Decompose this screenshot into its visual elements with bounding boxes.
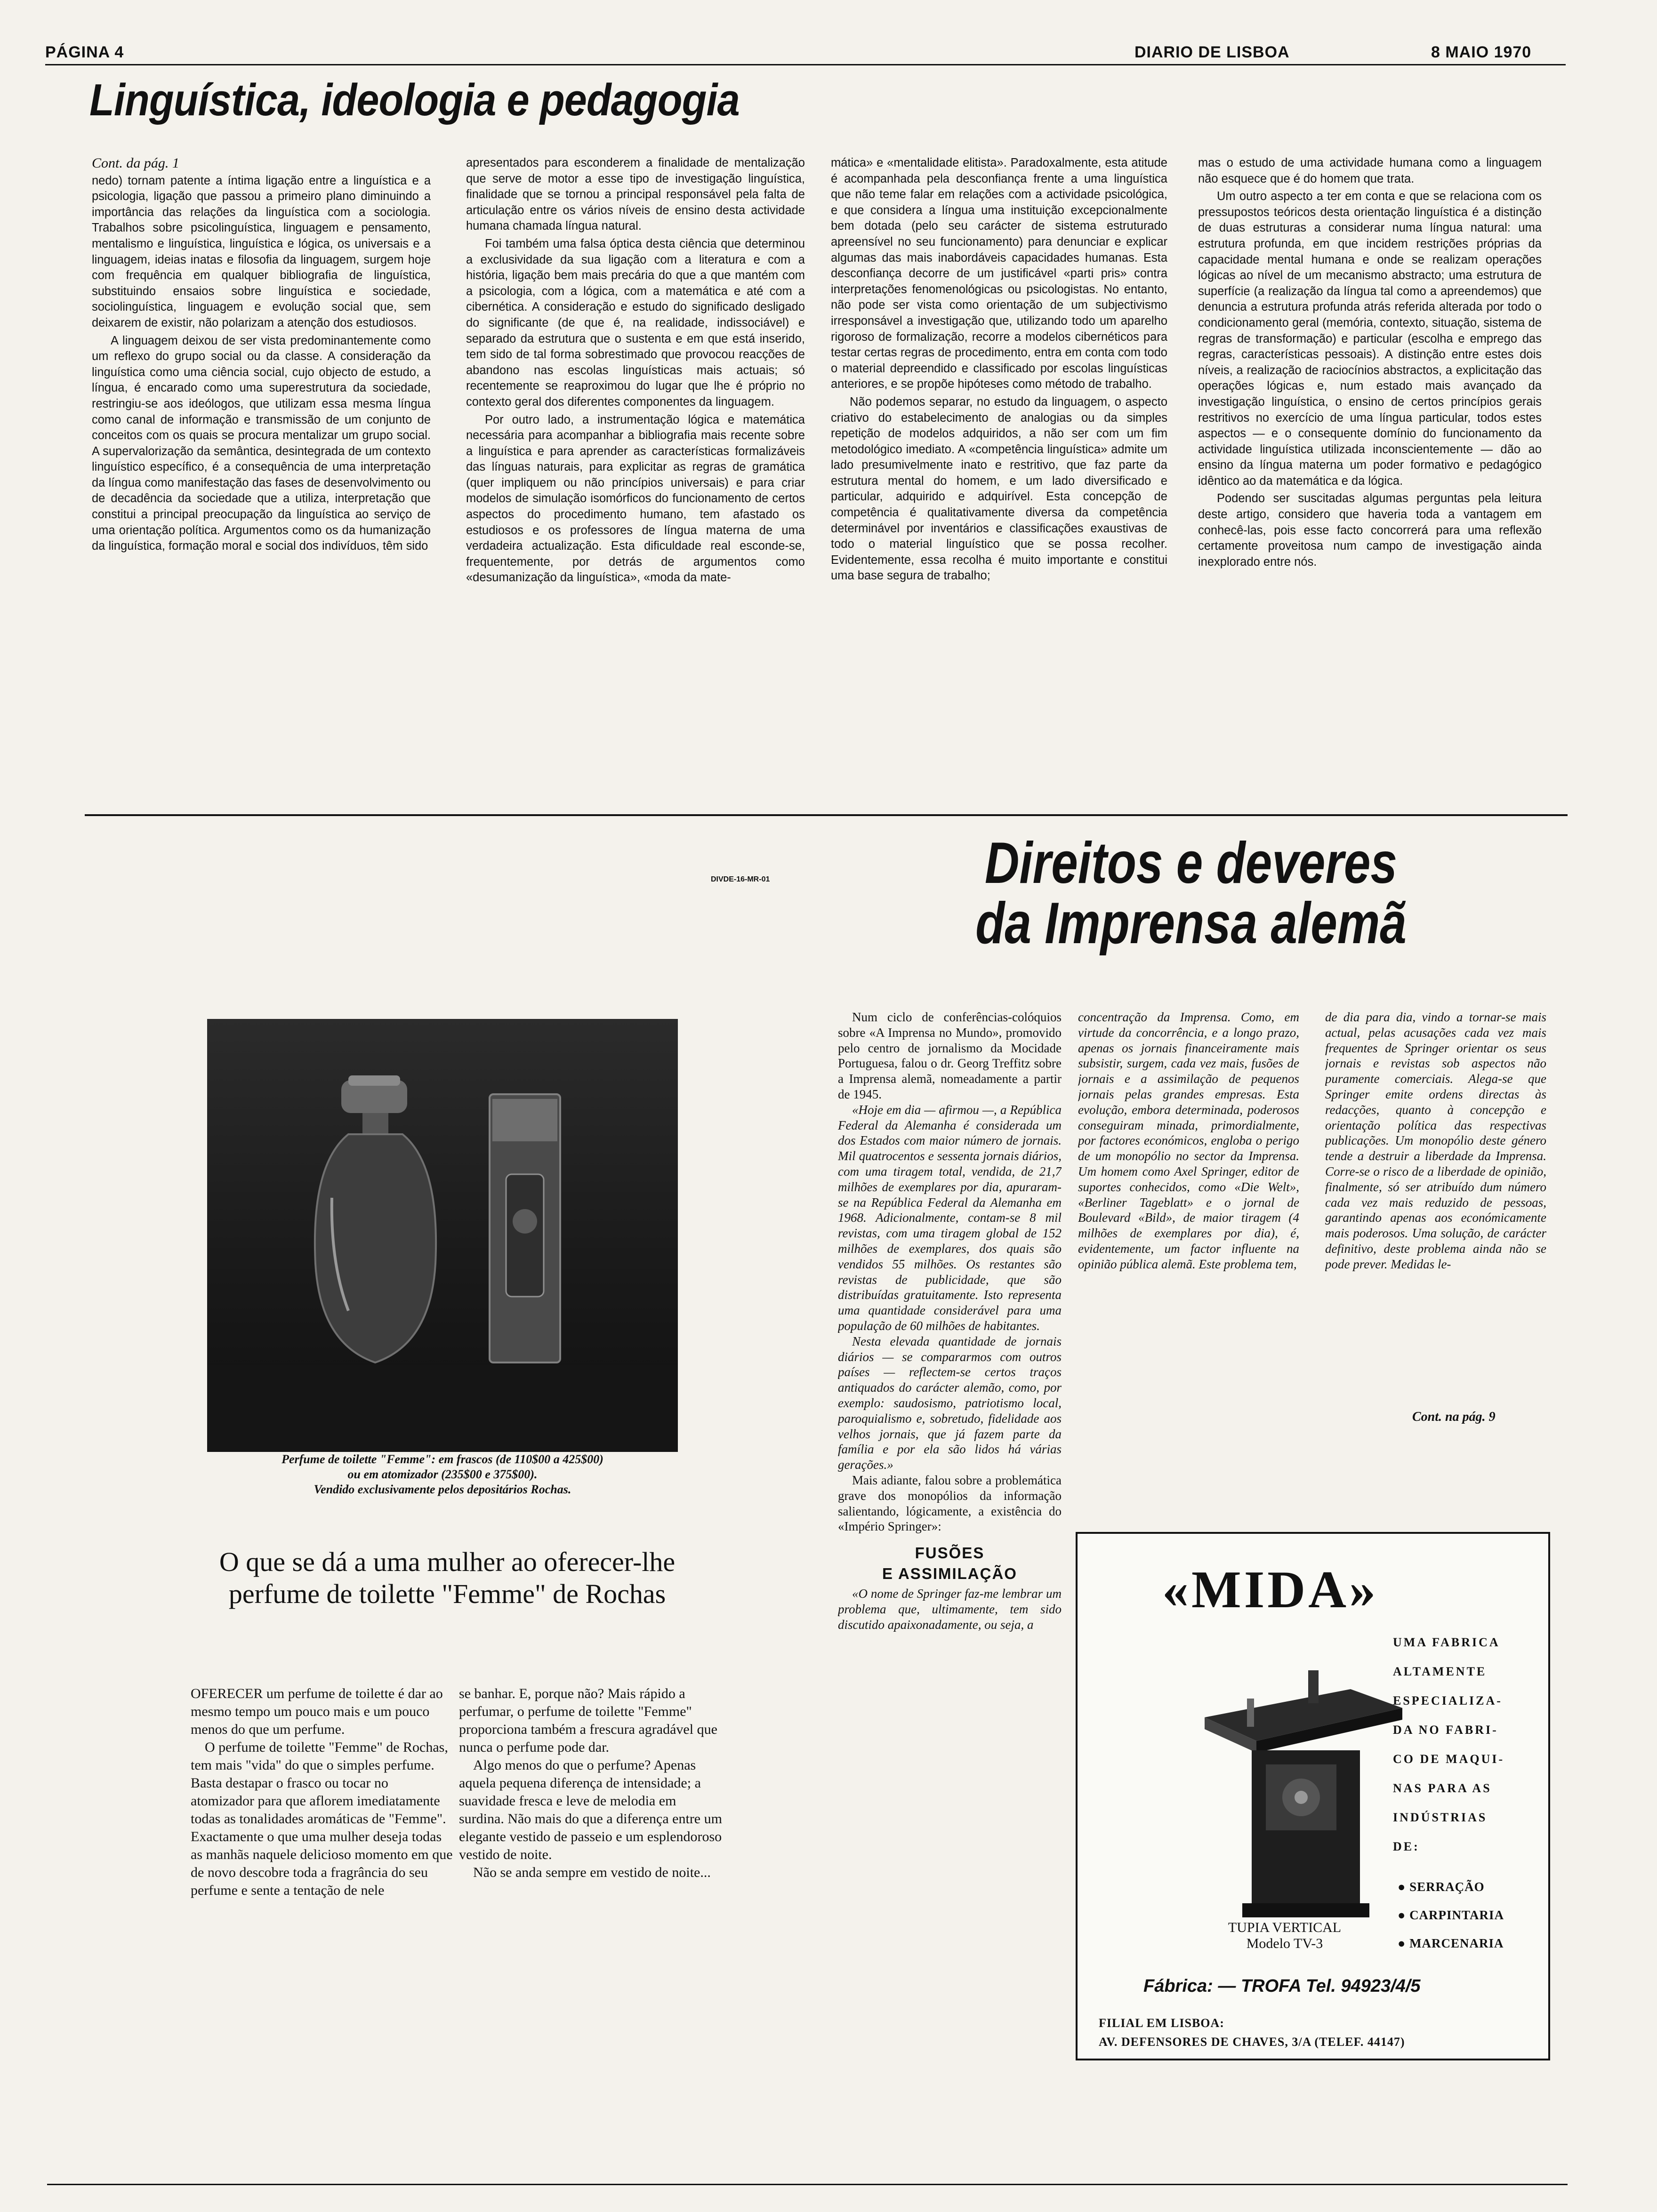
paragraph: Um outro aspecto a ter em conta e que se relaciona com os pressupostos teóricos desta orientação linguística é a distinção de duas estruturas a considerar numa língua natural: uma estrutura profunda, em que incidem restrições próprias da capacidade mental humana e onde se realizam operações lógicas ao nível de um mecanismo abstracto; uma estrutura de superfície (a realização da língua tal como a apreendemos) que denuncia a estrutura profunda atrás referida alterada por todo o condicionamento geral (memória, contexto, situação, sistema de regras de transformação) e particular (escolha e emprego das regras, características pessoais). A distinção entre estes dois níveis, a realização de raciocínios abstractos, a explicitação das operações lógicas e, num estado mais avançado da investigação linguística, o ensino de certos princípios gerais restritivos no exercício de uma língua particular, todos estes aspectos — e o consequente domínio do funcionamento da actividade linguística utilizada inconscientemente — dão ao ensino da língua materna um poder formativo e pedagógico idêntico ao da matemática e da lógica.	[1198, 190, 1542, 488]
paragraph: Não se anda sempre em vestido de noite...	[473, 1865, 711, 1880]
paragraph: se banhar. E, porque não? Mais rápido a perfumar, o perfume de toilette "Femme" proporciona também a frescura agradável que nunca o perfume pode dar.	[459, 1686, 717, 1755]
paragraph: A linguagem deixou de ser vista predominantemente como um reflexo do grupo social ou da classe. A consideração da linguística como uma ciência social, cujo objecto de estudo, a língua, é encarado como uma superestrutura da sociedade, restringiu-se aos ideólogos, que utilizam essa mesma língua como canal de informação e transmissão de um conjunto de conceitos com os quais se procura mentalizar um grupo social. A supervalorização da semântica, desintegrada de um contexto linguístico específico, é a consequência de uma interpretação da língua como manifestação das fases de desenvolvimento ou de decadência da sociedade que a utiliza, interpretação que constitui a principal preocupação da linguística ao serviço de uma orientação política. Argumentos como os da humanização da linguística, formação moral e social dos indivíduos, têm sido	[92, 334, 431, 553]
photo-stamp: DIVDE-16-MR-01	[711, 875, 770, 883]
headline-line: perfume de toilette "Femme" de Rochas	[228, 1579, 666, 1609]
paragraph: Mais adiante, falou sobre a problemática grave dos monopólios da informação salientando, lógicamente, a existência do «Império Springer»:	[838, 1473, 1062, 1534]
perfume-bottles-illustration	[207, 1019, 678, 1452]
factory-contact: Fábrica: — TROFA Tel. 94923/4/5	[1143, 1976, 1421, 1996]
photo-caption	[179, 1452, 706, 1497]
subhead-line: FUSÕES	[915, 1544, 985, 1562]
caption-line: Vendido exclusivamente pelos depositários Rochas.	[314, 1483, 571, 1496]
paragraph: mas o estudo de uma actividade humana como a linguagem não esquece que é do homem que trata.	[1198, 156, 1542, 185]
machine-icon	[1195, 1656, 1410, 1924]
perfume-headline	[141, 1546, 753, 1610]
ad-line: INDÚSTRIAS	[1393, 1811, 1488, 1824]
ad-sector-item: ● MARCENARIA	[1398, 1936, 1504, 1950]
machine-model-line: Modelo TV-3	[1246, 1936, 1323, 1951]
paragraph: O perfume de toilette "Femme" de Rochas, tem mais "vida" do que o simples perfume. Basta destapar o frasco ou tocar no atomizador para que aflorem imediatamente todas as tonalidades aromáticas de "Femme". Exactamente o que uma mulher deseja todas as manhãs naquele delicioso momento em que de novo descobre toda a fragrância do seu perfume e sente a tentação de nele	[191, 1739, 453, 1898]
paragraph: Por outro lado, a instrumentação lógica e matemática necessária para acompanhar a bibliografia mais recente sobre a linguística e para aprender as características formalizáveis das línguas naturais, para explicitar as regras de gramática (quer impliquem ou não princípios universais) e para criar modelos de simulação isomórficos do funcionamento de certos aspectos do procedimento humano, tem afastado os estudiosos e os professores de língua materna de uma verdadeira actualização. Esta dificuldade real esconde-se, frequentemente, por detrás de argumentos como «desumanização da linguística», «moda da mate-	[466, 413, 805, 585]
ad-line: DE:	[1393, 1840, 1420, 1853]
cont-label: Cont. da pág. 1	[92, 155, 179, 171]
footer-rule	[47, 2184, 1568, 2185]
filial-label: FILIAL EM LISBOA:	[1099, 2016, 1224, 2030]
page-label: PÁGINA 4	[45, 43, 124, 61]
subhead-line: E ASSIMILAÇÃO	[882, 1565, 1017, 1583]
paragraph: Foi também uma falsa óptica desta ciência que determinou a exclusividade da sua ligação com a literatura e com a história, ligação bem mais precária do que a que mantém com a psicologia, com a lógica, com a matemática e até com a cibernética. A consideração e estudo do significado desligado do significante (de que é, na realidade, indissociável) e separado da estrutura que o sustenta e em que está inserido, tem sido de tal forma sobrestimado que provocou reacções de abandono nas escolas linguísticas mais actuais; só recentemente se reaproximou do lugar que lhe é próprio no contexto geral dos diferentes componentes da linguagem.	[466, 237, 805, 409]
section-rule	[85, 814, 1568, 816]
continued-label: Cont. na pág. 9	[1412, 1410, 1496, 1424]
paragraph: Não podemos separar, no estudo da linguagem, o aspecto criativo do estabelecimento de analogias ou da simples repetição de modelos adquiridos, a não ser com um fim metodológico imediato. A «competência linguística» admite um lado presumivelmente inato e restritivo, que faz parte da estrutura mental do homem, e um lado diversificado e particular, adquirido e adquirível. Esta concepção de competência é qualitativamente diversa da competência determinável por inventários e classificações exaustivas de todo o material linguístico que se possa recolher. Evidentemente, essa recolha é muito importante e constitui uma base segura de trabalho;	[831, 395, 1167, 583]
subhead	[838, 1543, 1062, 1584]
ad-sector-item: ● CARPINTARIA	[1398, 1908, 1504, 1922]
paragraph: de dia para dia, vindo a tornar-se mais actual, pelas acusações cada vez mais frequentes de Springer orientar os seus jornais e revistas sob aspectos não puramente comerciais. Alega-se que Springer emite ordens directas às redacções, quanto à concepção e orientação política das respectivas publicações. Um monopólio deste género tende a destruir a liberdade da Imprensa. Corre-se o risco de a liberdade de opinião, finalmente, só ser atribuído dum número cada vez mais reduzido de pessoas, garantindo apenas aos económicamente mais poderosos. Uma solução, de carácter definitivo, deste problema ainda não se pode prever. Medidas le-	[1325, 1010, 1546, 1271]
atomizer-icon	[490, 1094, 560, 1362]
title-line: Direitos e deveres	[984, 831, 1398, 896]
linguistica-col-3	[831, 155, 1167, 805]
ad-line: UMA FABRICA	[1393, 1635, 1500, 1649]
ad-sectors	[1398, 1873, 1539, 1957]
article-title-imprensa	[894, 833, 1488, 954]
header-rule	[45, 64, 1566, 65]
mida-advertisement	[1076, 1532, 1550, 2060]
ad-line: DA NO FABRI-	[1393, 1723, 1498, 1737]
bullet-icon: ●	[1398, 1936, 1410, 1950]
perfume-col-2	[459, 1685, 723, 1948]
paragraph: «Hoje em dia — afirmou —, a República Federal da Alemanha é considerada um dos Estados com maior número de jornais. Mil quatrocentos e sessenta jornais diários, com uma tiragem total, vendida, de 21,7 milhões de exemplares por dia, apuraram-se na República Federal da Alemanha em 1968. Adicionalmente, contam-se 8 mil revistas, com uma tiragem global de 152 milhões de exemplares, dos quais são vendidos 55 milhões. Os restantes são revistas de publicidade, que são distribuídas gratuitamente. Isto representa uma quantidade considerável para uma população de 60 milhões de habitantes.	[838, 1102, 1062, 1333]
newspaper-name: DIARIO DE LISBOA	[1134, 43, 1290, 61]
paragraph: OFERECER um perfume de toilette é dar ao mesmo tempo um pouco mais e um pouco menos do que um perfume.	[191, 1686, 443, 1737]
paragraph: Algo menos do que o perfume? Apenas aquela pequena diferença de intensidade; a suavidade fresca e leve de melodia em surdina. Não mais do que a diferença entre um elegante vestido de passeio e um esplendoroso vestido de noite.	[459, 1757, 722, 1862]
perfume-col-1	[191, 1685, 454, 1948]
linguistica-col-2	[466, 155, 805, 805]
paragraph: apresentados para esconderem a finalidade de mentalização que serve de motor a esse tipo de investigação linguística, finalidade que se tornou a principal responsável pela falta de articulação entre os vários níveis de ensino desta actividade humana chamada língua natural.	[466, 156, 805, 233]
filial-address: AV. DEFENSORES DE CHAVES, 3/A (TELEF. 44147)	[1099, 2035, 1405, 2049]
paragraph: Nesta elevada quantidade de jornais diários — se compararmos com outros países — reflectem-se certos traços antiquados do carácter alemão, como, por exemplo: saudosismo, patriotismo local, paroquialismo e, sobretudo, fidelidade aos velhos jornais, que já fazem parte da família e por ela são lidos há várias gerações.»	[838, 1334, 1062, 1472]
paragraph: Podendo ser suscitadas algumas perguntas pela leitura deste artigo, considero que haveria toda a vantagem em conhecê-las, pois esse facto concorrerá para uma reflexão certamente proveitosa num campo de investigação ainda inexplorado entre nós.	[1198, 492, 1542, 569]
ad-sector-item: ● SERRAÇÃO	[1398, 1880, 1485, 1894]
bullet-icon: ●	[1398, 1908, 1410, 1922]
ad-brand: «MIDA»	[1162, 1561, 1379, 1619]
article-title-linguistica: Linguística, ideologia e pedagogia	[89, 75, 740, 125]
bottle-icon	[315, 1075, 436, 1362]
title-line: da Imprensa alemã	[975, 891, 1407, 956]
ad-line: ESPECIALIZA-	[1393, 1694, 1503, 1707]
ad-description	[1393, 1628, 1534, 1861]
linguistica-col-4	[1198, 155, 1542, 805]
headline-line: O que se dá a uma mulher ao oferecer-lhe	[219, 1547, 676, 1577]
machine-name	[1186, 1920, 1384, 1952]
ad-line: NAS PARA AS	[1393, 1781, 1492, 1795]
paragraph: nedo) tornam patente a íntima ligação entre a linguística e a psicologia, ligação que passou a primeiro plano diminuindo a importância das relações da linguística com a sociologia. Trabalhos sobre psicolinguística, linguagem e pensamento, mentalismo e linguística, linguística e lógica, os universais e a linguagem, ideias inatas e filosofia da linguagem, surgem hoje com frequência em qualquer bibliografia de linguística, substituindo ensaios sobre linguística e sociedade, sociolinguística, linguagem e evolução social que, sem deixarem de existir, não polarizam a atenção dos estudiosos.	[92, 174, 431, 329]
bullet-icon: ●	[1398, 1880, 1410, 1894]
perfume-photo	[207, 1019, 678, 1452]
ad-line: CO DE MAQUI-	[1393, 1752, 1505, 1766]
paragraph: «O nome de Springer faz-me lembrar um problema que, ultimamente, tem sido discutido apaixonadamente, ou seja, a	[838, 1587, 1062, 1632]
caption-line: ou em atomizador (235$00 e 375$00).	[347, 1467, 538, 1481]
machine-name-line: TUPIA VERTICAL	[1228, 1920, 1342, 1935]
imprensa-col-2	[1078, 1010, 1299, 1424]
caption-line: Perfume de toilette "Femme": em frascos (de 110$00 a 425$00)	[282, 1452, 603, 1466]
imprensa-col-3	[1325, 1010, 1546, 1405]
ad-line: ALTAMENTE	[1393, 1665, 1487, 1678]
issue-date: 8 MAIO 1970	[1431, 43, 1532, 61]
paragraph: Num ciclo de conferências-colóquios sobre «A Imprensa no Mundo», promovido pelo centro de jornalismo da Mocidade Portuguesa, falou o dr. Georg Treffitz sobre a Imprensa alemã, nomeadamente a partir de 1945.	[838, 1010, 1062, 1101]
imprensa-col-1	[838, 1010, 1062, 2139]
paragraph: mática» e «mentalidade elitista». Paradoxalmente, esta atitude é acompanhada pela desconfiança frente a uma linguística que não teme falar em relações com a actividade psicológica, e que considera a língua uma instituição excepcionalmente bem dotada (pelo seu carácter de sistema estruturado apreensível no seu funcionamento) para denunciar e explicar algumas das mais inabordáveis capacidades humanas. Esta desconfiança decorre de um justificável «parti pris» contra interpretações fenomenológicas ou psicologistas. No entanto, não pode ser vista como orientação de um subjectivismo irresponsável a investigação que, utilizando todo um aparelho rigoroso de formalização, recorre a modelos cibernéticos para testar certas regras de procedimento, entra em conta com todo o material depreendido e classificado por escolas linguísticas anteriores, e se propõe hipóteses como método de trabalho.	[831, 156, 1167, 391]
linguistica-col-1	[92, 155, 431, 795]
paragraph: concentração da Imprensa. Como, em virtude da concorrência, e a longo prazo, apenas os jornais financeiramente mais subsistir, surgem, cada vez mais, fusões de jornais e a assimilação de pequenos jornais pelas grandes empresas. Esta evolução, embora determinada, poderosos conseguiram minada, primordialmente, por factores económicos, engloba o perigo de um monopólio no sector da Imprensa. Um homem como Axel Springer, editor de suportes conhecidos, como «Die Welt», «Berliner Tageblatt» e o jornal de Boulevard «Bild», de maior tiragem (4 milhões de exemplares por dia), é, evidentemente, um factor influente na opinião pública alemã. Este problema tem,	[1078, 1010, 1299, 1271]
